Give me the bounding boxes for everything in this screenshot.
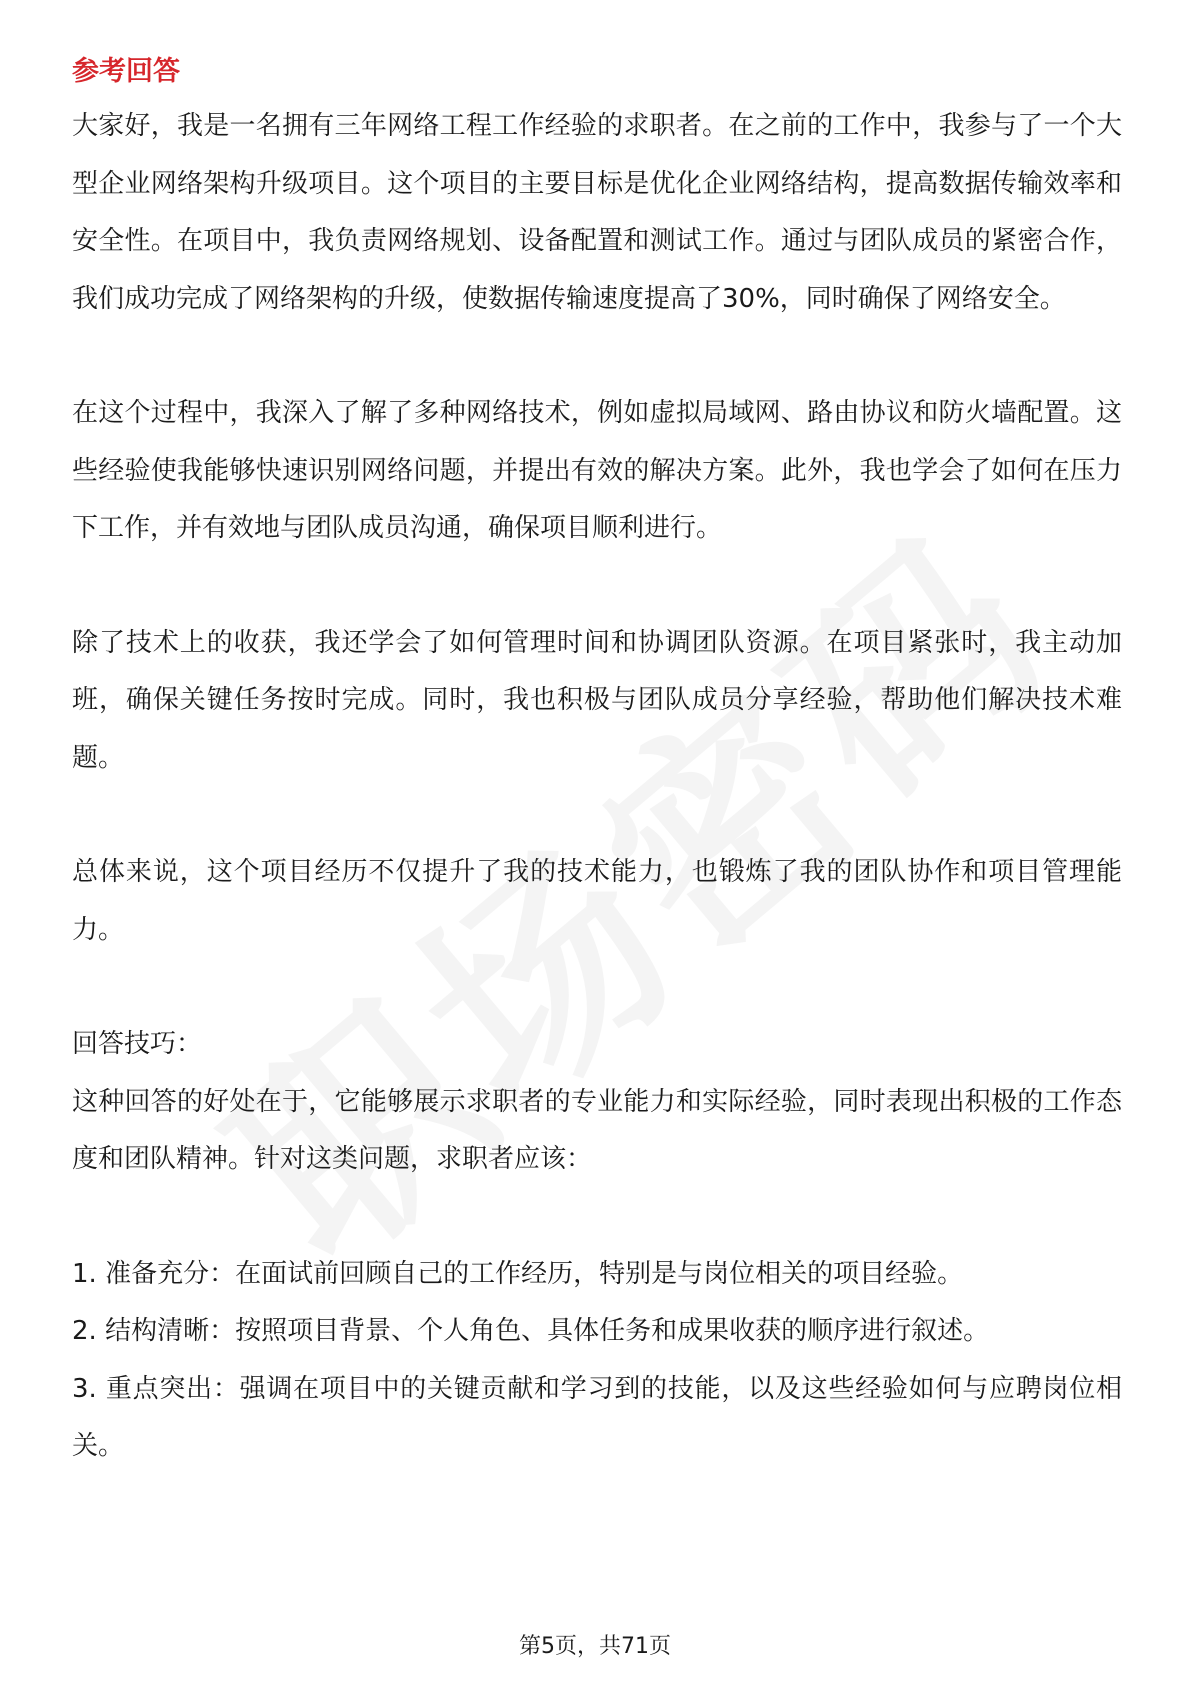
paragraph-gap	[72, 787, 1122, 844]
tip-item-1: 1. 准备充分：在面试前回顾自己的工作经历，特别是与岗位相关的项目经验。	[72, 1258, 964, 1289]
answer-paragraph-4: 总体来说，这个项目经历不仅提升了我的技术能力，也锻炼了我的团队协作和项目管理能力。	[72, 857, 1122, 945]
paragraph-gap	[72, 558, 1122, 615]
tips-intro: 这种回答的好处在于，它能够展示求职者的专业能力和实际经验，同时表现出积极的工作态度和团队精神。针对这类问题，求职者应该：	[72, 1086, 1122, 1174]
page-content	[72, 52, 1122, 1476]
tip-item-3: 3. 重点突出：强调在项目中的关键贡献和学习到的技能，以及这些经验如何与应聘岗位相关。	[72, 1373, 1122, 1461]
paragraph-gap	[72, 328, 1122, 385]
answer-paragraph-2: 在这个过程中，我深入了解了多种网络技术，例如虚拟局域网、路由协议和防火墙配置。这些经验使我能够快速识别网络问题，并提出有效的解决方案。此外，我也学会了如何在压力下工作，并有效地与团队成员沟通，确保项目顺利进行。	[72, 398, 1122, 543]
answer-paragraph-1: 大家好，我是一名拥有三年网络工程工作经验的求职者。在之前的工作中，我参与了一个大型企业网络架构升级项目。这个项目的主要目标是优化企业网络结构，提高数据传输效率和安全性。在项目中，我负责网络规划、设备配置和测试工作。通过与团队成员的紧密合作，我们成功完成了网络架构的升级，使数据传输速度提高了30%，同时确保了网络安全。	[72, 111, 1122, 314]
tips-title: 回答技巧：	[72, 1029, 203, 1059]
section-heading: 参考回答	[72, 56, 180, 87]
paragraph-gap	[72, 1189, 1122, 1246]
paragraph-gap	[72, 959, 1122, 1016]
answer-paragraph-3: 除了技术上的收获，我还学会了如何管理时间和协调团队资源。在项目紧张时，我主动加班，确保关键任务按时完成。同时，我也积极与团队成员分享经验，帮助他们解决技术难题。	[72, 627, 1122, 773]
tip-item-2: 2. 结构清晰：按照项目背景、个人角色、具体任务和成果收获的顺序进行叙述。	[72, 1316, 990, 1346]
page-number: 第5页，共71页	[519, 1634, 671, 1659]
